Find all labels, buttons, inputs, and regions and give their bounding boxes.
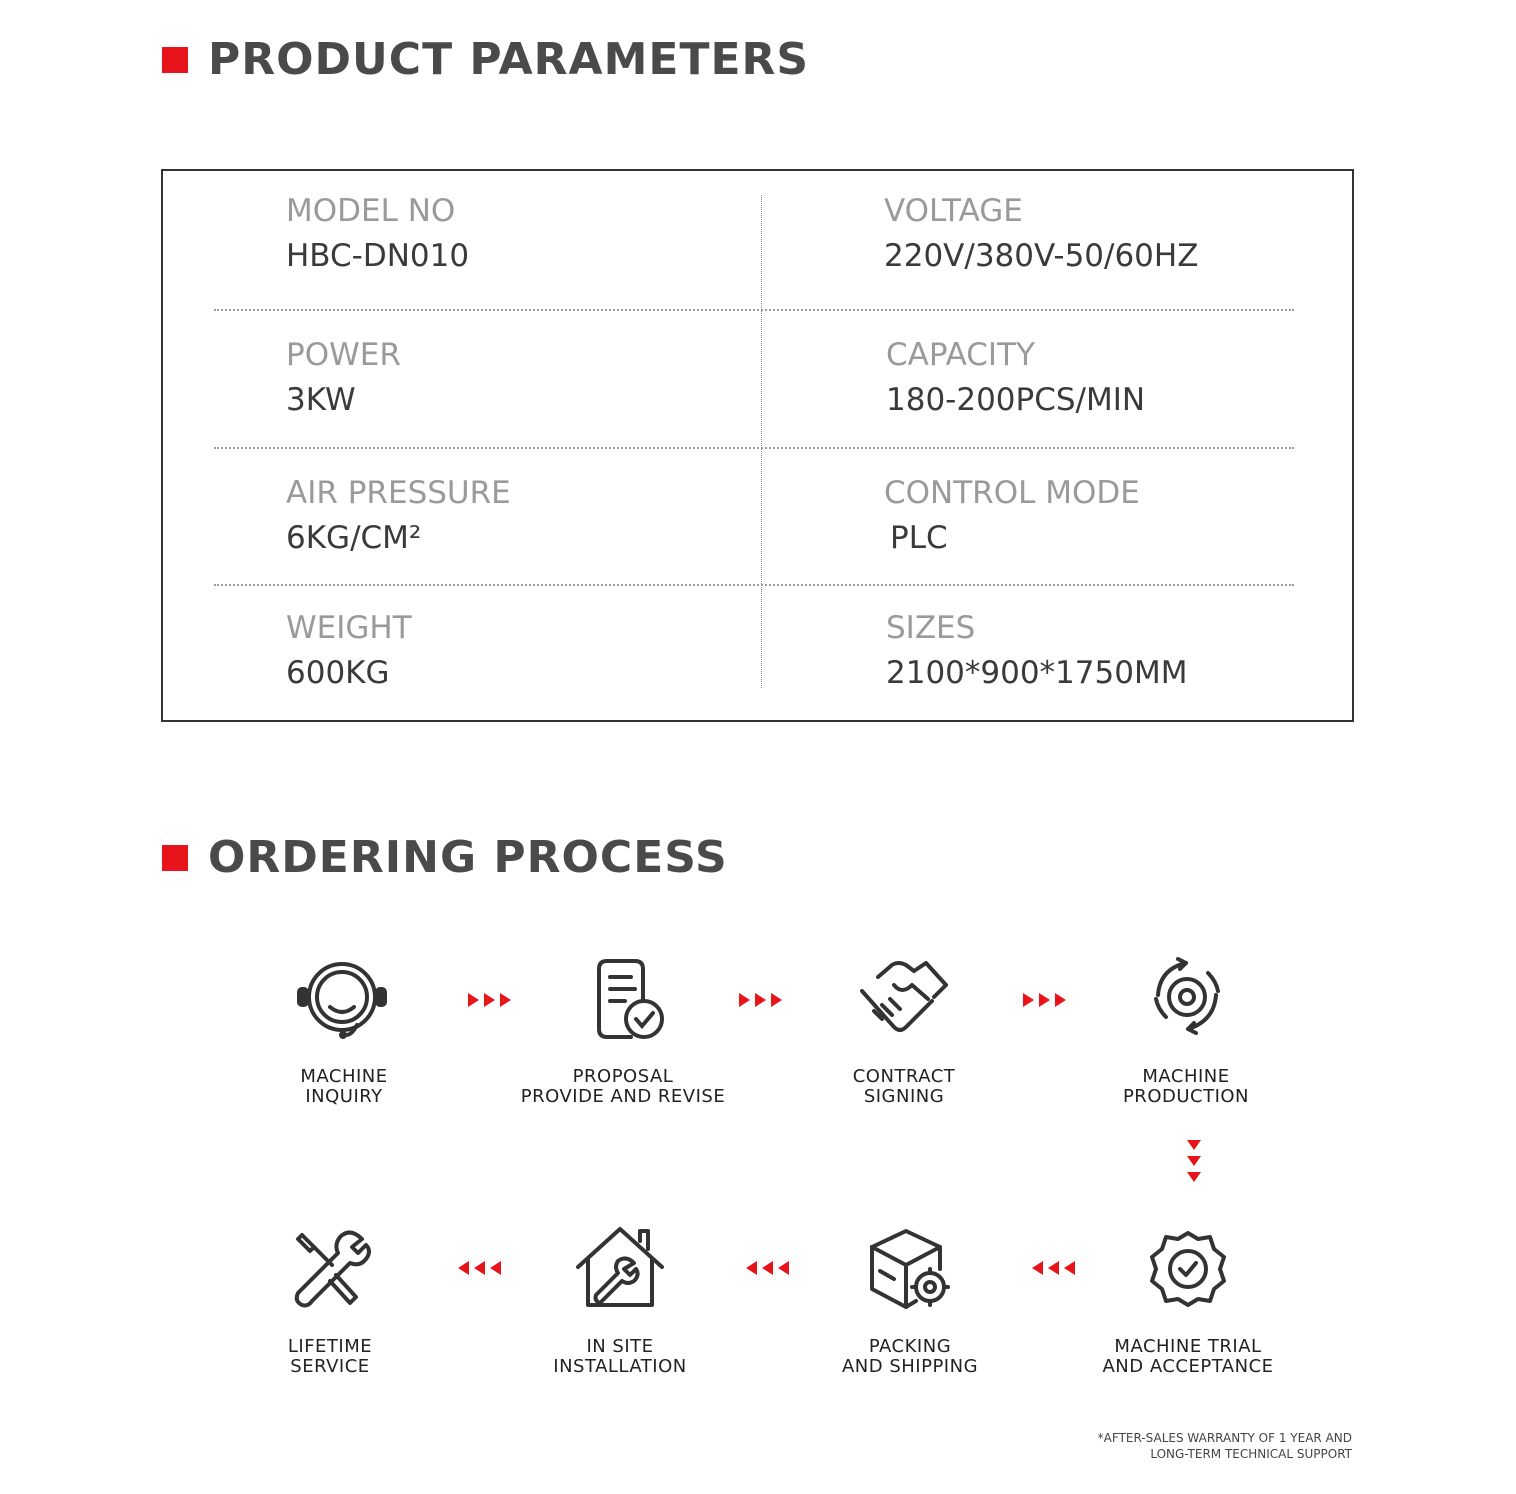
arrows-right xyxy=(1023,992,1067,1013)
param-air-pressure xyxy=(286,475,511,556)
row-divider xyxy=(214,309,1294,311)
arrows-right xyxy=(739,992,783,1013)
warranty-note xyxy=(1098,1430,1352,1462)
param-value: 3KW xyxy=(286,382,356,418)
param-label: CAPACITY xyxy=(886,337,1035,373)
tools-icon xyxy=(280,1225,380,1315)
param-label: AIR PRESSURE xyxy=(286,475,511,511)
handshake-icon xyxy=(854,955,954,1045)
step-caption: PACKING xyxy=(868,1336,952,1357)
step-caption: AND SHIPPING xyxy=(841,1356,979,1377)
section-title-parameters xyxy=(162,34,809,85)
step-caption: INSTALLATION xyxy=(553,1356,687,1377)
note-line: LONG-TERM TECHNICAL SUPPORT xyxy=(1150,1447,1352,1461)
param-capacity xyxy=(886,337,1145,418)
title-marker xyxy=(162,845,188,871)
step-machine-inquiry xyxy=(224,955,464,1107)
param-label: CONTROL MODE xyxy=(884,475,1140,511)
param-label: WEIGHT xyxy=(286,610,412,646)
step-caption: MACHINE xyxy=(1142,1066,1230,1087)
arrows-down xyxy=(1186,1140,1202,1189)
title-marker xyxy=(162,47,188,73)
house-wrench-icon xyxy=(570,1225,670,1315)
param-value: 6KG/CM² xyxy=(286,520,422,556)
step-in-site-installation xyxy=(500,1225,740,1377)
param-value: 600KG xyxy=(286,655,390,691)
param-label: POWER xyxy=(286,337,401,373)
step-caption: AND ACCEPTANCE xyxy=(1102,1356,1274,1377)
badge-check-icon xyxy=(1138,1225,1238,1315)
step-packing-shipping xyxy=(790,1225,1030,1377)
box-gear-icon xyxy=(860,1225,960,1315)
ordering-title: ORDERING PROCESS xyxy=(208,832,728,883)
param-value: 2100*900*1750MM xyxy=(886,655,1188,691)
step-contract-signing xyxy=(784,955,1024,1107)
step-caption: PROPOSAL xyxy=(572,1066,674,1087)
step-caption: MACHINE TRIAL xyxy=(1114,1336,1262,1357)
step-caption: CONTRACT xyxy=(852,1066,956,1087)
parameters-table xyxy=(161,169,1354,722)
step-machine-production xyxy=(1066,955,1306,1107)
param-value: 180-200PCS/MIN xyxy=(886,382,1146,418)
step-caption: PRODUCTION xyxy=(1122,1086,1250,1107)
param-control-mode xyxy=(884,475,1140,556)
param-value: HBC-DN010 xyxy=(286,238,470,274)
arrows-left xyxy=(746,1260,790,1281)
step-caption: IN SITE xyxy=(586,1336,654,1357)
param-sizes xyxy=(886,610,1187,691)
step-machine-trial xyxy=(1068,1225,1308,1377)
row-divider xyxy=(214,447,1294,449)
arrows-left xyxy=(458,1260,502,1281)
section-title-ordering xyxy=(162,832,728,883)
step-proposal xyxy=(503,955,743,1107)
gear-cycle-icon xyxy=(1136,955,1236,1045)
param-voltage xyxy=(884,193,1198,274)
param-label: SIZES xyxy=(886,610,976,646)
param-label: MODEL NO xyxy=(286,193,456,229)
step-caption: MACHINE xyxy=(300,1066,388,1087)
headset-icon xyxy=(294,955,394,1045)
step-caption: SERVICE xyxy=(290,1356,370,1377)
document-check-icon xyxy=(573,955,673,1045)
column-divider xyxy=(761,195,762,688)
param-power xyxy=(286,337,401,418)
param-weight xyxy=(286,610,412,691)
step-caption: PROVIDE AND REVISE xyxy=(520,1086,726,1107)
param-label: VOLTAGE xyxy=(884,193,1023,229)
param-value: PLC xyxy=(890,520,948,556)
param-value: 220V/380V-50/60HZ xyxy=(884,238,1199,274)
step-caption: SIGNING xyxy=(863,1086,945,1107)
parameters-title: PRODUCT PARAMETERS xyxy=(208,34,810,85)
step-caption: INQUIRY xyxy=(305,1086,383,1107)
param-model-no xyxy=(286,193,469,274)
step-caption: LIFETIME xyxy=(287,1336,373,1357)
step-lifetime-service xyxy=(210,1225,450,1377)
row-divider xyxy=(214,584,1294,586)
note-line: *AFTER-SALES WARRANTY OF 1 YEAR AND xyxy=(1097,1431,1352,1445)
